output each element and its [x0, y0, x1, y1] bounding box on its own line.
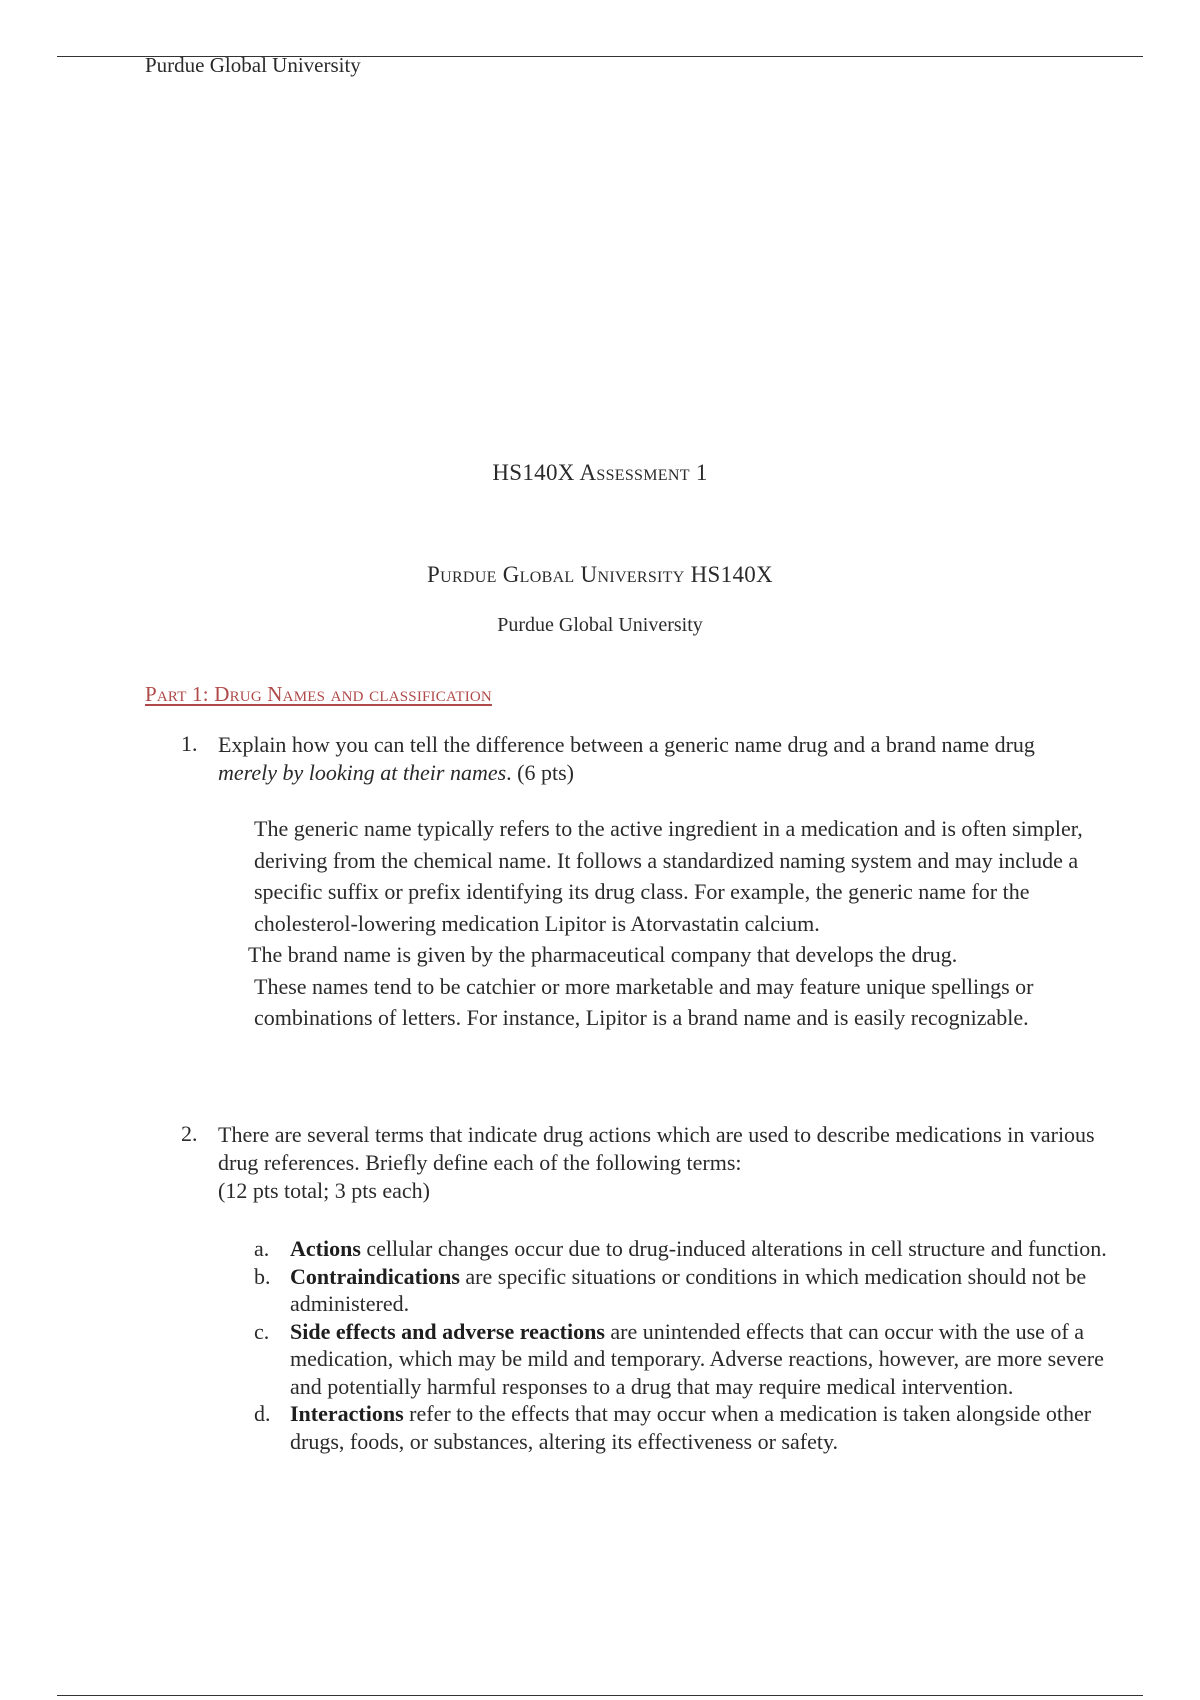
question-1-answer: [248, 813, 1104, 1034]
term-item-interactions: [254, 1400, 1134, 1455]
question-1-text: [218, 731, 1098, 787]
term-item-side-effects: [254, 1318, 1134, 1401]
question-2-text: [218, 1121, 1118, 1205]
term-name: Actions: [290, 1236, 361, 1261]
term-letter: c.: [254, 1318, 270, 1344]
term-letter: d.: [254, 1401, 271, 1426]
term-definition: cellular changes occur due to drug-induced alterations in cell structure and function.: [360, 1236, 1107, 1261]
question-1-text-after: . (6 pts): [506, 760, 574, 785]
running-header: Purdue Global University: [145, 53, 361, 77]
question-1-text-italic: merely by looking at their names: [218, 760, 507, 785]
term-definition: refer to the effects that may occur when a medication is taken alongside other drugs, foods, or substances, altering its effectiveness or safety.: [290, 1401, 1092, 1454]
question-2-number: 2.: [181, 1121, 198, 1146]
term-item-contraindications: [254, 1263, 1134, 1318]
question-2-text-line-1: There are several terms that indicate drug actions which are used to describe medications in various drug references. Briefly define each of the following terms:: [218, 1122, 1095, 1175]
document-subtitle: Purdue Global University HS140X: [427, 562, 773, 587]
term-item-actions: [254, 1235, 1134, 1263]
question-2-points: (12 pts total; 3 pts each): [218, 1178, 431, 1203]
term-letter: b.: [254, 1263, 271, 1289]
section-heading: Part 1: Drug Names and classification: [145, 682, 492, 706]
footer-rule: [57, 1695, 1143, 1696]
answer-paragraph-1: The generic name typically refers to the active ingredient in a medication and is often simpler, deriving from the chemical name. It follows a standardized naming system and may include a specific suffix or prefix identifying its drug class. For example, the generic name for the cholesterol-lowering medication Lipitor is Atorvastatin calcium.: [254, 816, 1083, 936]
terms-list: [254, 1235, 1134, 1455]
term-name: Side effects and adverse reactions: [290, 1318, 605, 1344]
institution-name: Purdue Global University: [497, 614, 703, 636]
question-1-text-before: Explain how you can tell the difference between a generic name drug and a brand name drug: [218, 732, 1035, 757]
answer-paragraph-2-rest: These names tend to be catchier or more marketable and may feature unique spellings or combinations of letters. For instance, Lipitor is a brand name and is easily recognizable.: [254, 973, 1034, 1030]
term-definition: are unintended effects that can occur with the use of a medication, which may be mild and temporary. Adverse reactions, however, are more severe and potentially harmful responses to a drug that may require medical intervention.: [290, 1318, 1104, 1399]
term-name: Contraindications: [290, 1263, 460, 1289]
term-definition: are specific situations or conditions in which medication should not be administered.: [290, 1263, 1087, 1316]
question-1-number: 1.: [181, 731, 198, 756]
answer-paragraph-2-line-1: The brand name is given by the pharmaceutical company that develops the drug.: [248, 942, 958, 967]
term-letter: a.: [254, 1236, 270, 1261]
document-title: HS140X Assessment 1: [492, 460, 708, 485]
term-name: Interactions: [290, 1401, 404, 1426]
